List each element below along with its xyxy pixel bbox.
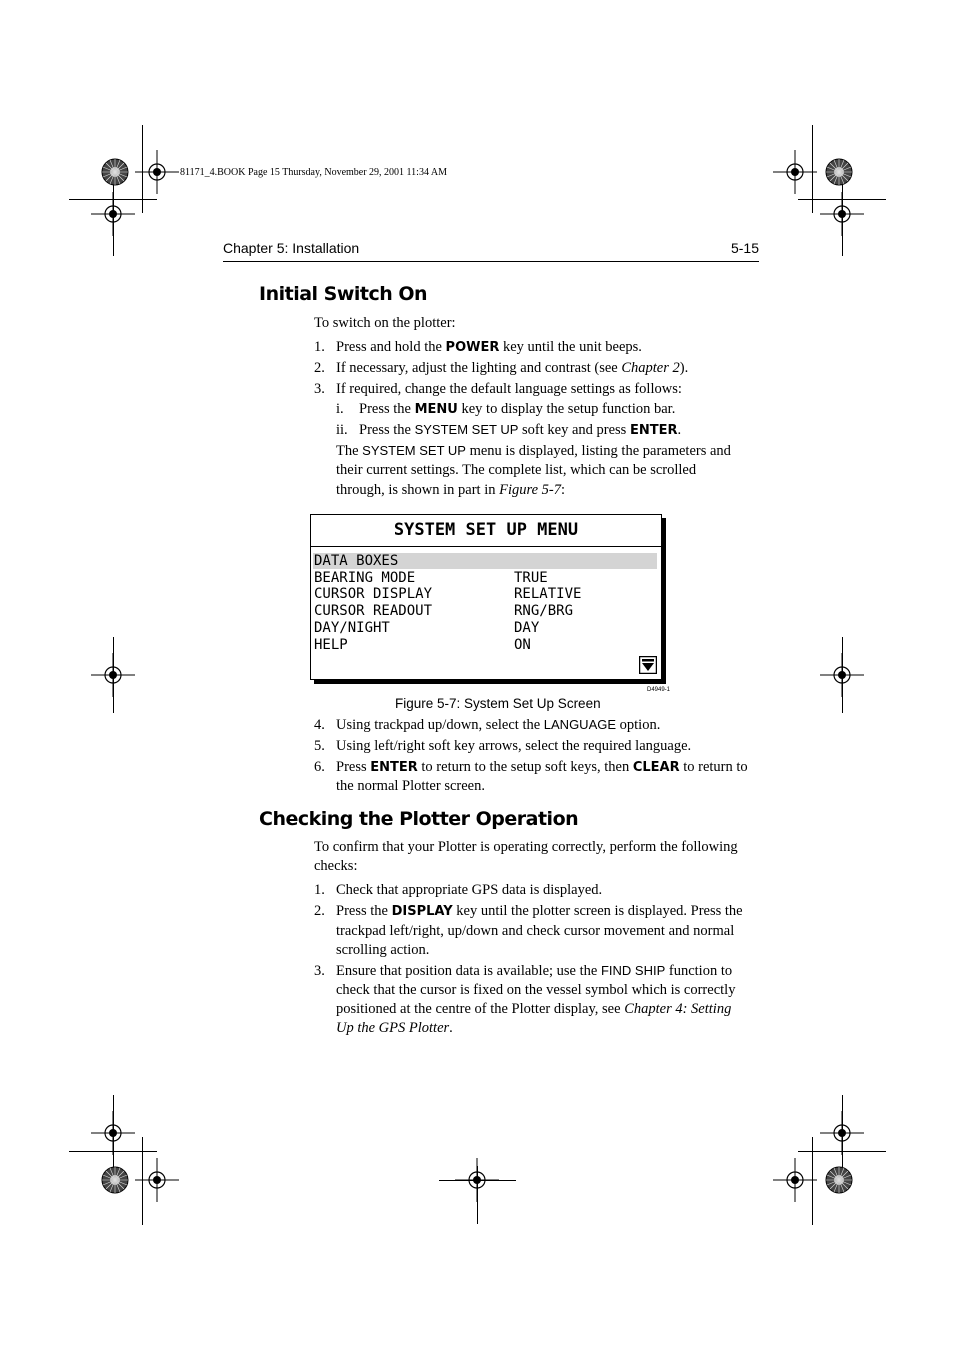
menu-row-label: CURSOR READOUT [314,603,433,620]
enter-key: ENTER [629,423,678,438]
check-3-line-3: positioned at the centre of the Plotter display, see Chapter 4: Setting [336,1001,732,1017]
figure-reference: Figure 5-7 [499,482,562,498]
figure-code: D4949-1 [646,687,670,693]
substep-ii-text: Press the SYSTEM SET UP soft key and press ENTER. [359,422,682,438]
menu-row-value: ON [514,636,531,653]
menu-row-value [514,553,581,570]
menu-labels [314,553,432,653]
substep-number: ii. [336,422,348,438]
step-number: 3. [314,963,325,979]
menu-row-value: RELATIVE [514,586,582,603]
step-number: 1. [314,882,325,898]
step-number: 1. [314,339,325,355]
menu-key: MENU [414,402,458,417]
substep-number: i. [336,401,344,417]
menu-row-label: BEARING MODE [314,569,416,586]
header-rule [223,261,759,262]
intro-text: To switch on the plotter: [314,315,456,331]
figure-caption: Figure 5-7: System Set Up Screen [395,696,601,711]
check-2-text: Press the DISPLAY key until the plotter screen is displayed. Press the [336,903,743,919]
menu-name: SYSTEM SET UP [362,443,466,458]
section-title-initial-switch-on: Initial Switch On [259,283,428,305]
step-6-text: Press ENTER to return to the setup soft keys, then CLEAR to return to [336,759,748,775]
step-6-text-line-2: the normal Plotter screen. [336,778,485,794]
menu-row-label: DATA BOXES [314,553,399,569]
section-title-checking-plotter: Checking the Plotter Operation [259,808,579,830]
para-line-2: their current settings. The complete list, which can be scrolled [336,462,697,478]
check-3-line-2: check that the cursor is fixed on the vessel symbol which is correctly [336,982,736,998]
step-1-text: Press and hold the POWER key until the unit beeps. [336,339,642,355]
option-name: LANGUAGE [543,717,617,732]
check-2-line-2: trackpad left/right, up/down and check cursor movement and normal [336,923,735,939]
step-3-text: If required, change the default language settings as follows: [336,381,682,397]
menu-row-value: RNG/BRG [514,603,574,620]
check-1-text: Check that appropriate GPS data is displayed. [336,882,603,898]
check-2-line-3: scrolling action. [336,942,430,958]
check-3-line-4: Up the GPS Plotter. [336,1020,453,1036]
page-number: 5-15 [730,240,759,256]
scroll-down-icon [639,656,657,674]
step-2-text: If necessary, adjust the lighting and contrast (see Chapter 2). [336,360,689,376]
menu-row-value: DAY [514,619,540,636]
step-number: 2. [314,903,325,919]
power-key: POWER [445,340,500,355]
step-number: 2. [314,360,325,376]
step-4-text: Using trackpad up/down, select the LANGUAGE option. [336,717,661,733]
figure-system-set-up-screen [310,514,662,680]
para-line-1: The SYSTEM SET UP menu is displayed, listing the parameters and [336,443,731,459]
menu-values [514,553,581,653]
para-line-3: through, is shown in part in Figure 5-7: [336,482,566,498]
crop-mark-bottom-center-v [477,1166,478,1224]
chapter-reference: Chapter 4: Setting [624,1001,732,1017]
softkey-name: SYSTEM SET UP [414,422,519,437]
chapter-reference-cont: Up the GPS Plotter [336,1020,450,1036]
step-5-text: Using left/right soft key arrows, select the required language. [336,738,692,754]
check-3-text: Ensure that position data is available; use the FIND SHIP function to [336,963,733,979]
step-number: 5. [314,738,325,754]
running-header-chapter: Chapter 5: Installation [223,240,360,256]
clear-key: CLEAR [632,760,680,775]
screen-title: SYSTEM SET UP MENU [311,515,661,547]
menu-row-label: HELP [314,636,348,653]
print-slug: 81171_4.BOOK Page 15 Thursday, November 29, 2001 11:34 AM [180,167,448,178]
intro-line-1: To confirm that your Plotter is operating correctly, perform the following [314,839,738,855]
display-key: DISPLAY [391,904,453,919]
substep-i-text: Press the MENU key to display the setup function bar. [359,401,676,417]
intro-line-2: checks: [314,858,358,874]
menu-row-label: DAY/NIGHT [314,619,390,636]
step-number: 4. [314,717,325,733]
menu-row-label: CURSOR DISPLAY [314,586,433,603]
function-name: FIND SHIP [600,963,666,978]
step-number: 6. [314,759,325,775]
screen-frame [310,514,662,680]
chapter-reference: Chapter 2 [621,360,680,376]
step-number: 3. [314,381,325,397]
menu-row-value: TRUE [514,569,548,586]
enter-key: ENTER [370,760,418,775]
